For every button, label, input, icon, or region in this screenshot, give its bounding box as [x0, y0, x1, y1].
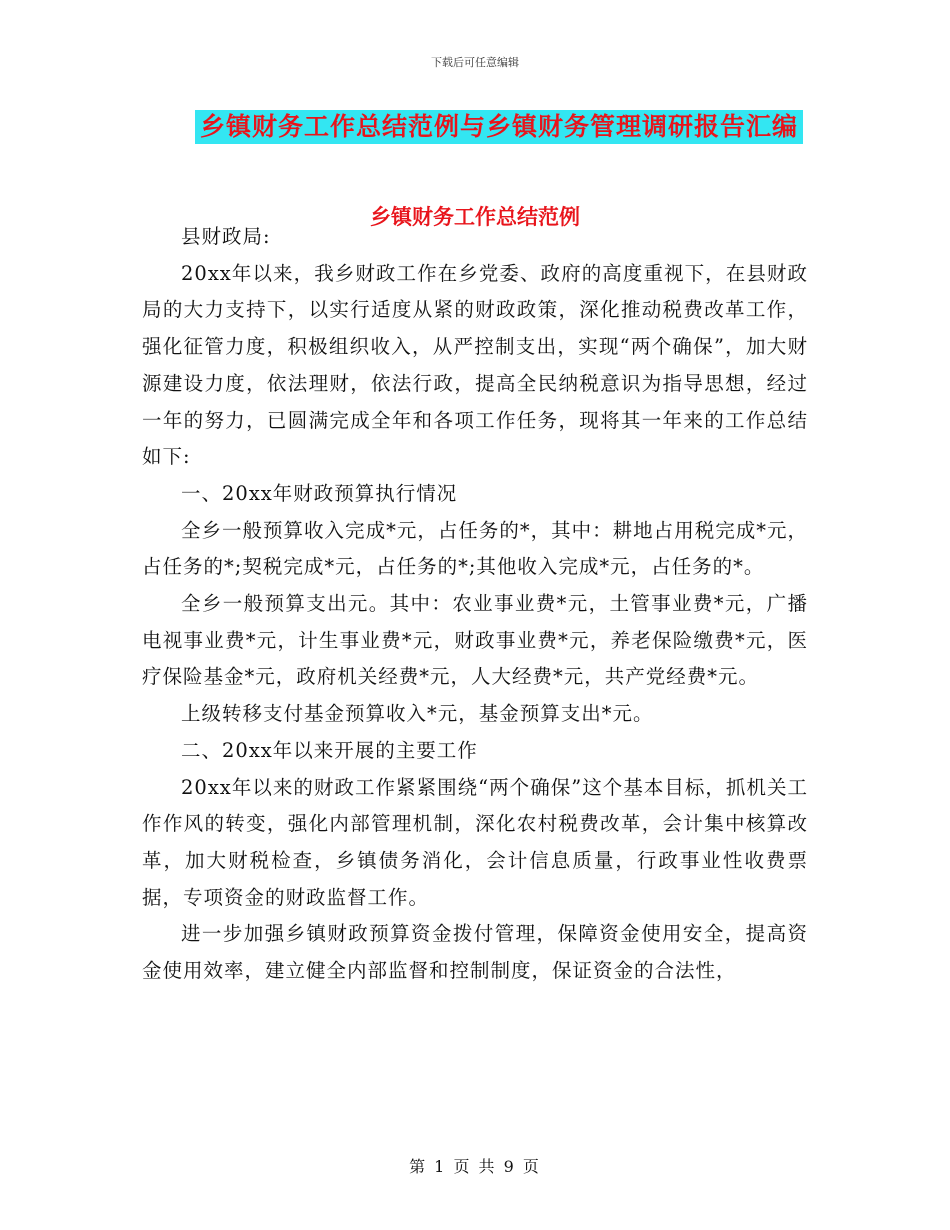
body-paragraph: 20xx年以来，我乡财政工作在乡党委、政府的高度重视下，在县财政局的大力支持下，以实行适度从紧的财政政策，深化推动税费改革工作，强化征管力度，积极组织收入，从严控制支出，实现“两个确保”，加大财源建设力度，依法理财，依法行政，提高全民纳税意识为指导思想，经过一年的努力，已圆满完成全年和各项工作任务，现将其一年来的工作总结如下: [142, 261, 808, 469]
section-heading: 二、20xx年以来开展的主要工作 [181, 738, 478, 762]
body-paragraph: 20xx年以来的财政工作紧紧围绕“两个确保”这个基本目标，抓机关工作作风的转变，强化内部管理机制，深化农村税费改革，会计集中核算改革，加大财税检查，乡镇债务消化，会计信息质量，行政事业性收费票据，专项资金的财政监督工作。 [142, 775, 808, 909]
section-title: 乡镇财务工作总结范例 [370, 205, 580, 229]
body-paragraph: 上级转移支付基金预算收入*元，基金预算支出*元。 [181, 702, 654, 726]
page-number: 第 1 页 共 9 页 [409, 1157, 541, 1176]
document-title: 乡镇财务工作总结范例与乡镇财务管理调研报告汇编 [195, 110, 803, 144]
body-paragraph: 进一步加强乡镇财政预算资金拨付管理，保障资金使用安全，提高资金使用效率，建立健全内部监督和控制制度，保证资金的合法性， [142, 922, 808, 983]
header-note: 下载后可任意编辑 [431, 56, 519, 69]
body-paragraph: 全乡一般预算支出元。其中：农业事业费*元，土管事业费*元，广播电视事业费*元，计生事业费*元，财政事业费*元，养老保险缴费*元，医疗保险基金*元，政府机关经费*元，人大经费*元，共产党经费*元。 [142, 592, 808, 689]
salutation-paragraph: 县财政局: [181, 225, 271, 248]
section-heading: 一、20xx年财政预算执行情况 [181, 481, 458, 505]
document-body [142, 219, 808, 990]
body-paragraph: 全乡一般预算收入完成*元，占任务的*，其中：耕地占用税完成*元，占任务的*;契税完成*元，占任务的*;其他收入完成*元，占任务的*。 [142, 518, 808, 579]
